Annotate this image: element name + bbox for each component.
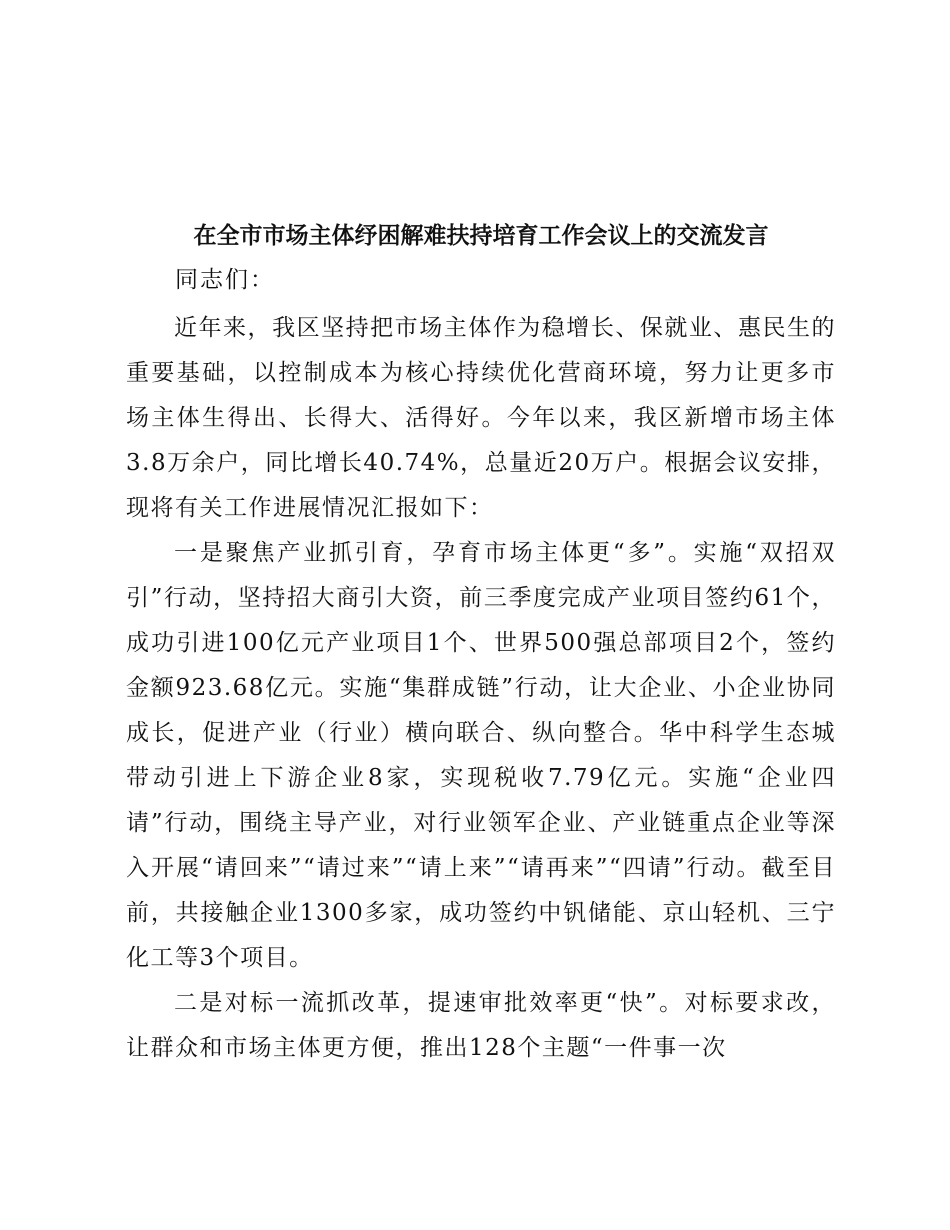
document-body xyxy=(126,306,836,1071)
paragraph-point-two: 二是对标一流抓改革，提速审批效率更“快”。对标要求改，让群众和市场主体更方便，推出128个主题“一件事一次 xyxy=(126,990,836,1061)
paragraph-point-one: 一是聚焦产业抓引育，孕育市场主体更“多”。实施“双招双引”行动，坚持招大商引大资，前三季度完成产业项目签约61个，成功引进100亿元产业项目1个、世界500强总部项目2个，签约金额923.68亿元。实施“集群成链”行动，让大企业、小企业协同成长，促进产业（行业）横向联合、纵向整合。华中科学生态城带动引进上下游企业8家，实现税收7.79亿元。实施“企业四请”行动，围绕主导产业，对行业领军企业、产业链重点企业等深入开展“请回来”“请过来”“请上来”“请再来”“四请”行动。截至目前，共接触企业1300多家，成功签约中钒储能、京山轻机、三宁化工等3个项目。 xyxy=(126,540,836,971)
document-title: 在全市市场主体纾困解难扶持培育工作会议上的交流发言 xyxy=(193,222,769,249)
paragraph-intro: 近年来，我区坚持把市场主体作为稳增长、保就业、惠民生的重要基础，以控制成本为核心持续优化营商环境，努力让更多市场主体生得出、长得大、活得好。今年以来，我区新增市场主体3.8万余户，同比增长40.74%，总量近20万户。根据会议安排，现将有关工作进展情况汇报如下： xyxy=(126,315,836,521)
salutation: 同志们： xyxy=(175,267,275,293)
